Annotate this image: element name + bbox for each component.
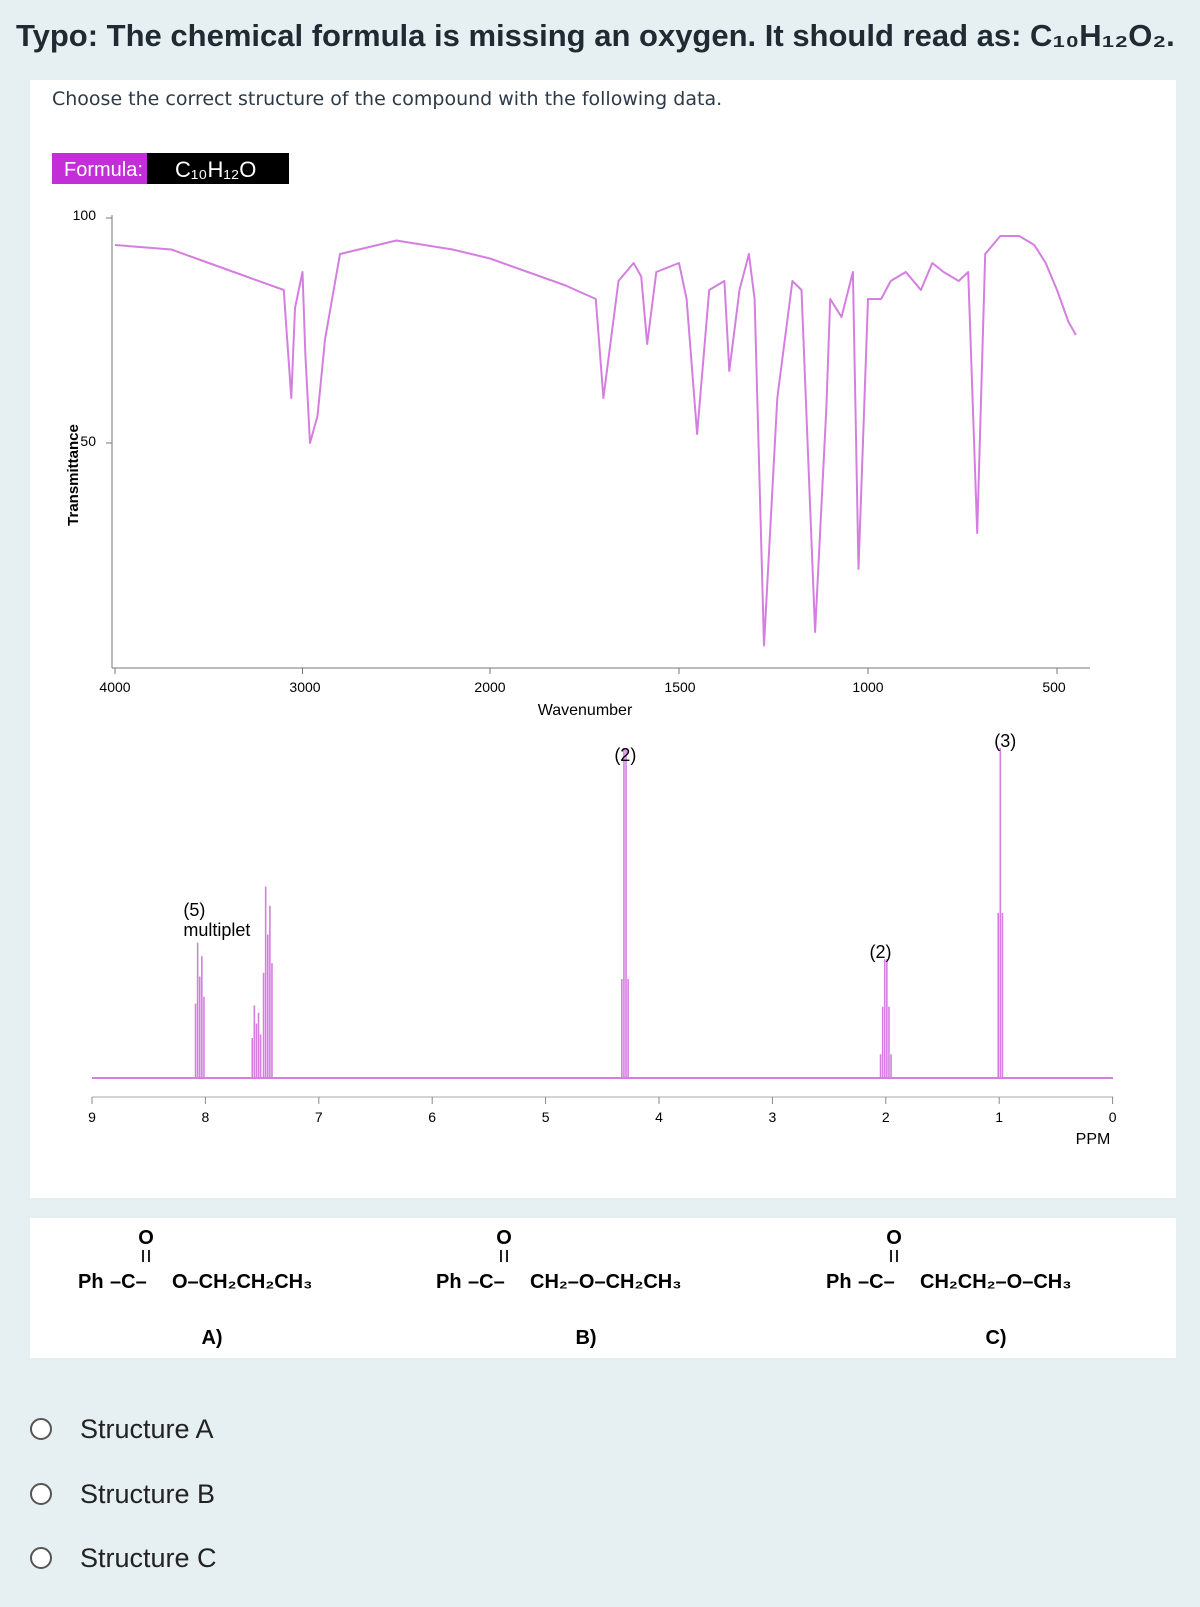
- structures-panel: [30, 1218, 1176, 1358]
- nmr-x-tick-label: 6: [428, 1109, 437, 1125]
- ir-spectrum-chart: [65, 207, 1090, 719]
- nmr-x-axis-label: PPM: [1075, 1131, 1111, 1148]
- structure-tail: CH₂CH₂–O–CH₃: [920, 1271, 1072, 1293]
- nmr-peak: [622, 748, 628, 1078]
- spectra-panel: [30, 80, 1176, 1198]
- option-label: Structure A: [80, 1413, 214, 1444]
- nmr-annotation: (2): [614, 745, 637, 765]
- nmr-x-tick-label: 2: [881, 1109, 890, 1125]
- structure-c: [796, 1218, 1176, 1358]
- option-structure-a[interactable]: [30, 1409, 214, 1449]
- ir-x-tick-label: 2000: [474, 679, 506, 695]
- question-prompt: Choose the correct structure of the compound with the following data.: [52, 88, 723, 110]
- carbonyl-oxygen: O: [138, 1227, 154, 1249]
- carbonyl-oxygen: O: [496, 1227, 512, 1249]
- structure-letter: B): [575, 1327, 597, 1349]
- nmr-peak: [252, 1005, 260, 1078]
- structure-b: [410, 1218, 790, 1358]
- radio-button[interactable]: [30, 1547, 52, 1569]
- structure-carbonyl: –C–: [468, 1271, 505, 1293]
- typo-notice: Typo: The chemical formula is missing an oxygen. It should read as: C₁₀H₁₂O₂.: [16, 18, 1175, 53]
- option-label: Structure B: [80, 1478, 216, 1509]
- option-label: Structure C: [80, 1542, 217, 1573]
- nmr-annotation: (5): [183, 900, 206, 920]
- structure-letter: C): [985, 1327, 1007, 1349]
- nmr-annotation: multiplet: [183, 920, 251, 940]
- nmr-x-tick-label: 8: [201, 1109, 210, 1125]
- nmr-peak: [264, 887, 272, 1078]
- radio-button[interactable]: [30, 1483, 52, 1505]
- spectra-figure: [30, 80, 1176, 1198]
- nmr-annotation: (3): [994, 731, 1017, 751]
- nmr-x-tick-label: 1: [995, 1109, 1004, 1125]
- nmr-peak: [881, 959, 892, 1078]
- radio-button[interactable]: [30, 1418, 52, 1440]
- structure-ph: Ph: [436, 1271, 462, 1293]
- ir-series-line: [115, 236, 1076, 646]
- nmr-annotation: (2): [869, 942, 892, 962]
- ir-x-tick-label: 1500: [664, 679, 696, 695]
- nmr-x-tick-label: 7: [314, 1109, 323, 1125]
- structure-carbonyl: –C–: [110, 1271, 147, 1293]
- nmr-x-tick-label: 3: [768, 1109, 777, 1125]
- formula-value: C₁₀H₁₂O: [175, 157, 257, 182]
- ir-x-tick-label: 4000: [99, 679, 131, 695]
- option-structure-b[interactable]: [30, 1474, 215, 1514]
- nmr-peak: [196, 943, 204, 1078]
- structure-tail: O–CH₂CH₂CH₃: [172, 1271, 313, 1293]
- formula-label: Formula:: [64, 159, 143, 181]
- option-structure-c[interactable]: [30, 1538, 217, 1578]
- structure-letter: A): [201, 1327, 223, 1349]
- nmr-peak: [998, 748, 1002, 1078]
- nmr-x-tick-label: 9: [88, 1109, 96, 1125]
- carbonyl-oxygen: O: [886, 1227, 902, 1249]
- ir-y-tick-label: 50: [80, 433, 96, 449]
- nmr-x-tick-label: 0: [1108, 1109, 1117, 1125]
- nmr-x-tick-label: 4: [655, 1109, 663, 1125]
- ir-x-tick-label: 1000: [852, 679, 884, 695]
- structure-ph: Ph: [78, 1271, 104, 1293]
- ir-x-axis-label: Wavenumber: [537, 702, 633, 719]
- nmr-spectrum-chart: [88, 731, 1117, 1148]
- structure-tail: CH₂–O–CH₂CH₃: [530, 1271, 682, 1293]
- ir-y-tick-label: 100: [72, 207, 96, 223]
- ir-y-axis-label: Transmittance: [65, 424, 82, 526]
- structure-ph: Ph: [826, 1271, 852, 1293]
- structure-a: [40, 1218, 420, 1358]
- ir-x-tick-label: 500: [1042, 679, 1066, 695]
- ir-x-tick-label: 3000: [289, 679, 321, 695]
- structure-carbonyl: –C–: [858, 1271, 895, 1293]
- nmr-x-tick-label: 5: [541, 1109, 550, 1125]
